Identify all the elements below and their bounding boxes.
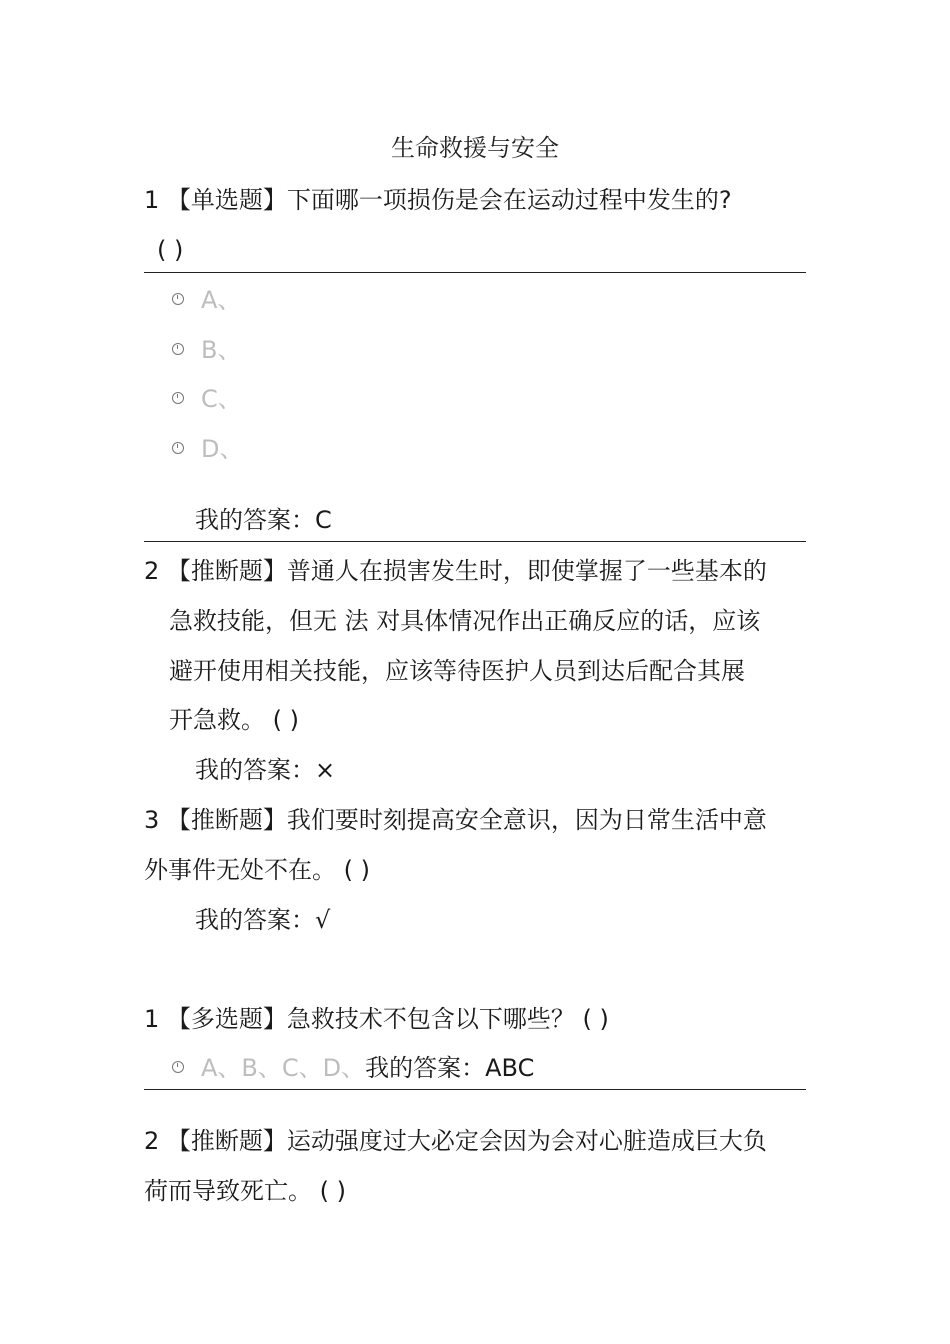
option-a-label: A、 bbox=[201, 286, 242, 314]
radio-icon[interactable] bbox=[172, 343, 184, 355]
option-c-label: C、 bbox=[201, 385, 242, 413]
question-1-line-1: 1 【单选题】下面哪一项损伤是会在运动过程中发生的? bbox=[144, 186, 732, 214]
question-5-line-2: 荷而导致死亡。 ( ) bbox=[144, 1177, 346, 1205]
question-1-line-2: ( ) bbox=[157, 236, 184, 264]
question-2-line-4: 开急救。 ( ) bbox=[169, 706, 299, 734]
option-d[interactable] bbox=[172, 432, 243, 466]
question-2-line-1: 2 【推断题】普通人在损害发生时，即使掌握了一些基本的 bbox=[144, 557, 767, 585]
divider bbox=[144, 272, 806, 273]
question-2-line-3: 避开使用相关技能，应该等待医护人员到达后配合其展 bbox=[169, 657, 745, 685]
question-4-answer: 我的答案：ABC bbox=[365, 1054, 535, 1082]
divider bbox=[144, 541, 806, 542]
page-title: 生命救援与安全 bbox=[391, 134, 559, 162]
radio-icon[interactable] bbox=[172, 293, 184, 305]
question-1-answer: 我的答案：C bbox=[195, 506, 332, 534]
question-3-answer: 我的答案：√ bbox=[195, 906, 331, 934]
question-3-line-1: 3 【推断题】我们要时刻提高安全意识，因为日常生活中意 bbox=[144, 806, 767, 834]
question-5-line-1: 2 【推断题】运动强度过大必定会因为会对心脏造成巨大负 bbox=[144, 1127, 767, 1155]
question-2-answer: 我的答案：× bbox=[195, 756, 336, 784]
question-4-line-1: 1 【多选题】急救技术不包含以下哪些？ ( ) bbox=[144, 1005, 609, 1033]
option-d-label: D、 bbox=[201, 435, 244, 463]
option-c[interactable] bbox=[172, 382, 242, 416]
divider bbox=[144, 1089, 806, 1090]
radio-icon[interactable] bbox=[172, 442, 184, 454]
question-4-options bbox=[172, 1051, 534, 1085]
option-b-label: B、 bbox=[201, 336, 242, 364]
option-a[interactable] bbox=[172, 283, 241, 317]
question-3-line-2: 外事件无处不在。 ( ) bbox=[144, 856, 370, 884]
question-4-option-letters: A、B、C、D、 bbox=[201, 1054, 366, 1082]
radio-icon[interactable] bbox=[172, 392, 184, 404]
radio-icon[interactable] bbox=[172, 1061, 184, 1073]
option-b[interactable] bbox=[172, 333, 241, 367]
question-2-line-2: 急救技能，但无 法 对具体情况作出正确反应的话，应该 bbox=[169, 607, 761, 635]
